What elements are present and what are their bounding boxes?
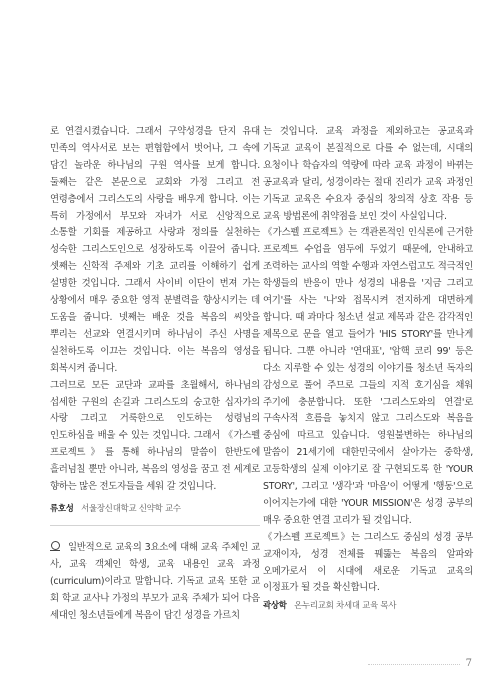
left-signature-name: 류호성 [50, 502, 74, 513]
footer-dotted-line [368, 664, 460, 665]
right-signature [263, 599, 473, 611]
section-divider [50, 525, 260, 526]
left-question-paragraph [50, 540, 260, 625]
left-paragraph-2: 그러므로 모든 교단과 교파를 초월해서, 하나님의 섭세한 구원의 손길과 그리스도의 숭고한 십자가의 사랑 그리고 거룩한으로 인도하는 성령님의 인도하심을 배울 수 있는 것입니다. 그래서 《가스펠 프로젝트》를 통해 하나님의 말씀이 한반도에 흘러넘칠 뿐만 아니라, 복음의 영성을 꿈고 전 세계로 향하는 많은 전도자들을 세워 갈 것입니다. [50, 379, 260, 493]
right-column [263, 124, 473, 611]
left-paragraph-1: 로 연결시켰습니다. 그래서 구약성경을 단지 유대 민족의 역사서로 보는 편협함에서 벗어나, 그 속에 담긴 놀라운 하나님의 구원 역사를 보게 합니다. 둘째는 같은 본문으로 교회와 가정 그리고 전 연령층에서 그리스도의 사랑을 배우게 합니다. 이는 특히 가정에서 부모와 자녀가 서로 신앙적으로 소통할 기회를 제공하고 사랑과 정의를 실천하는 성숙한 그리스도인으로 성장하도록 이끌어 줍니다. 셋째는 신학적 주제와 기초 교리를 이해하기 쉽게 설명한 것입니다. 그래서 사이비 이단이 번져 가는 상황에서 매우 중요한 영적 분별력을 향상시키는 데 도움을 줍니다. 넷째는 배운 것을 복음의 씨앗을 뿌리는 선교와 연결시키며 하나님이 주신 사명을 실천하도록 이끄는 것입니다. 이는 복음의 영성을 회복시켜 줍니다. [50, 126, 260, 374]
right-paragraph-1: 는 것입니다. 교육 과정을 제외하고는 공교육과 기독교 교육이 본질적으로 다를 수 없는데, 시대의 요청이나 학습자의 역량에 따라 교육 과정이 바뀌는 공교육과 달리, 성경이라는 절대 진리가 교육 과정인 기독교 교육은 수요자 중심의 창의적 상호 작용 등 교육 방법론에 취약점을 보인 것이 사실입니다. [263, 126, 473, 222]
left-question-text: 일반적으로 교육의 3요소에 대해 교육 주체인 교사, 교육 객체인 학생, 교육 내용인 교육 과정(curriculum)이라고 말합니다. 기독교 교육 또한 교회 학교 교사나 가정의 부모가 교육 주체가 되어 다음 세대인 청소년들에게 복음이 담긴 성경을 가르치 [50, 541, 260, 621]
right-signature-affiliation: 온누리교회 차세대 교육 목사 [294, 600, 397, 611]
right-paragraph-3: 《가스펠 프로젝트》는 그리스도 중심의 성경 공부 교재이자, 성경 전체를 꿰뚫는 복음의 알파와 오메가로서 이 시대에 새로운 기독교 교육의 이정표가 될 것을 확신합니다. [263, 531, 473, 594]
left-signature [50, 502, 260, 514]
left-column [50, 124, 260, 624]
page-number: 7 [465, 658, 472, 669]
right-paragraph-2: 《가스펠 프로젝트》는 객관론적인 인식론에 근거한 프로젝트 수업을 염두에 두었기 때문에, 안내하고 조력하는 교사의 역할 수행과 자연스럽고도 적극적인 학생들의 반응이 만나 성경의 내용을 '지금 그리고 여기'를 사는 '나'와 접목시켜 전지하게 대면하게 합니다. 때 과마다 청소년 설교 제목과 같은 감각적인 제목으로 문을 열고 들어가 'HIS STORY'를 만나게 됩니다. 그뿐 아니라 '연대표', '암핵 코리 99' 등은 다소 지루할 수 있는 성경의 이야기를 청소년 독자의 감성으로 풀어 주므로 그들의 지적 호기심을 채워 주기에 충분합니다. 또한 '그리스도와의 연결'로 구속사적 흐름을 놓치지 않고 그리스도와 복음을 중심에 따르고 있습니다. 영원불변하는 하나님의 말씀이 21세기에 대한민국에서 살아가는 중학생, 고등학생의 실제 이야기로 잘 구현되도록 한 'YOUR STORY', 그리고 '생각'과 '마음'이 어떻게 '행동'으로 이어지는가에 대한 'YOUR MISSION'은 성경 공부의 매우 중요한 연결 고리가 될 것입니다. [263, 227, 473, 526]
quote-marker-icon [50, 541, 60, 551]
left-signature-affiliation: 서울장신대학교 신약학 교수 [81, 502, 181, 513]
right-signature-name: 곽상학 [263, 600, 287, 611]
